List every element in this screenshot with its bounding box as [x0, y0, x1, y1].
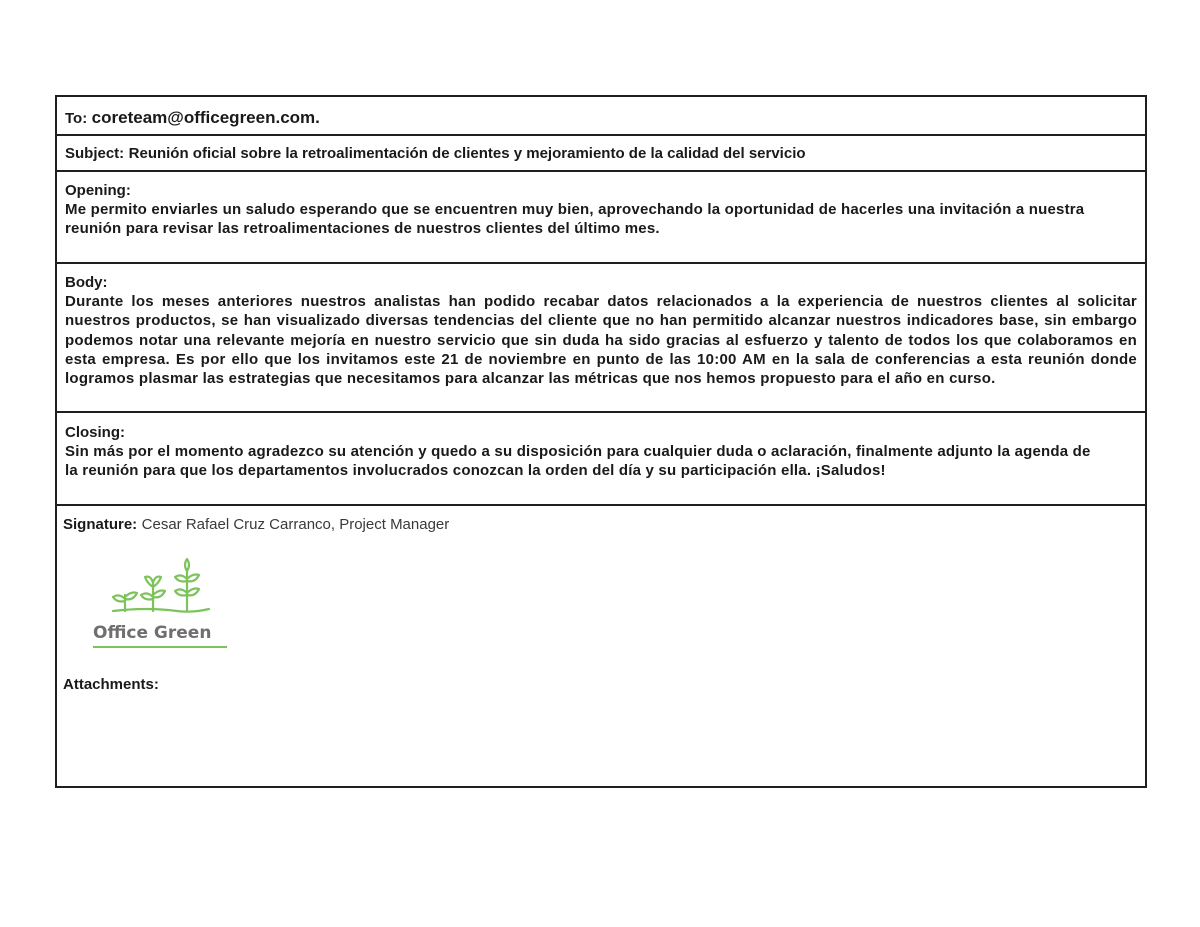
body-label: Body: — [65, 274, 108, 291]
signature-value: Cesar Rafael Cruz Carranco, Project Manager — [141, 516, 450, 533]
opening-text: Me permito enviarles un saludo esperando que se encuentren muy bien, aprovechando la oportunidad de hacerles una invitación a nuestra reunión para revisar las retroalimentaciones de nuestros clientes del último mes. — [65, 201, 1085, 237]
closing-label: Closing: — [65, 424, 125, 441]
signature-label: Signature: — [63, 516, 138, 533]
closing-text: Sin más por el momento agradezco su atención y quedo a su disposición para cualquier duda o aclaración, finalmente adjunto la agenda de la reunión para que los departamentos involucrados conozcan la orden del día y su participación ella. ¡Saludos! — [65, 443, 1091, 479]
to-label: To: — [65, 110, 88, 127]
opening-row — [57, 172, 1145, 264]
body-text: Durante los meses anteriores nuestros analistas han podido recabar datos relacionados a la experiencia de nuestros clientes al solicitar nuestros productos, se han visualizado diversas tendencias del cliente que no han permitido alcanzar nuestros indicadores base, sin embargo podemos notar una relevante mejoría en nuestro servicio que sin duda ha sido gracias al esfuerzo y talento de todos los que colaboramos en esta empresa. Es por ello que los invitamos este 21 de noviembre en punto de las 10:00 AM en la sala de conferencias a esta reunión donde logramos plasmar las estrategias que necesitamos para alcanzar las métricas que nos hemos propuesto para el año en curso. — [65, 293, 1137, 388]
email-template-table — [55, 95, 1147, 788]
to-value: coreteam@officegreen.com. — [91, 108, 320, 127]
body-row — [57, 264, 1145, 413]
office-green-logo — [87, 551, 227, 656]
subject-value: Reunión oficial sobre la retroalimentación de clientes y mejoramiento de la calidad del servicio — [128, 145, 806, 162]
to-row — [57, 97, 1145, 136]
attachments-label: Attachments: — [63, 676, 159, 693]
opening-label: Opening: — [65, 182, 131, 199]
subject-row — [57, 136, 1145, 172]
signature-row — [57, 506, 1145, 786]
closing-row — [57, 413, 1145, 506]
logo-text: Office Green — [93, 623, 212, 643]
subject-label: Subject: — [65, 145, 125, 162]
